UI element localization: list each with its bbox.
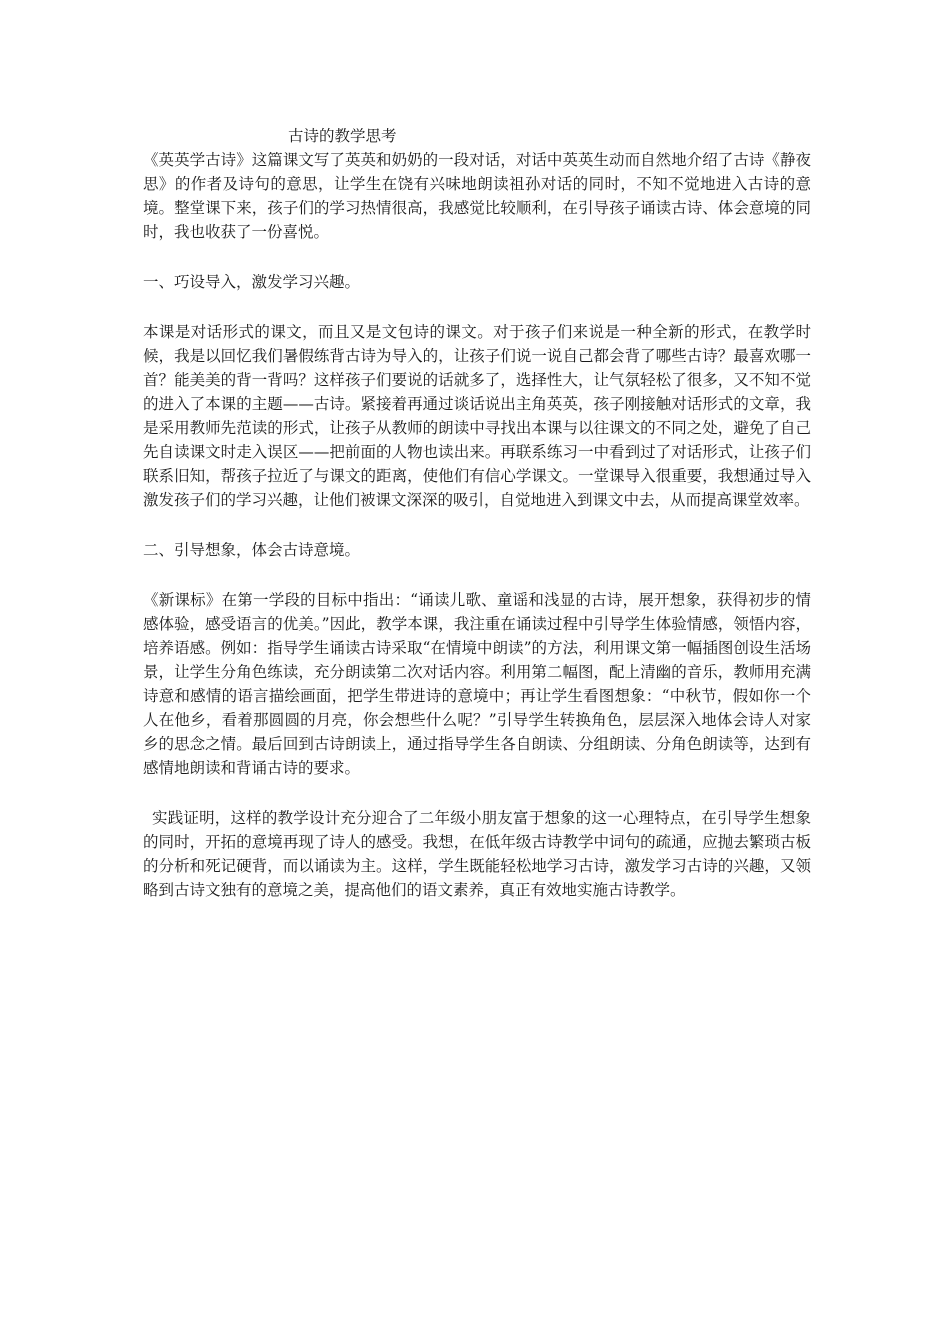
spacer xyxy=(143,294,811,320)
section2-body: 《新课标》在第一学段的目标中指出：“诵读儿歌、童谣和浅显的古诗，展开想象，获得初步的情感体验，感受语言的优美。”因此，教学本课，我注重在诵读过程中引导学生体验情感，领悟内容，培养语感。例如：指导学生诵读古诗采取“在情境中朗读”的方法，利用课文第一幅插图创设生活场景，让学生分角色练读，充分朗读第二次对话内容。利用第二幅图，配上清幽的音乐，教师用充满诗意和感情的语言描绘画面，把学生带进诗的意境中；再让学生看图想象：“中秋节，假如你一个人在他乡，看着那圆圆的月亮，你会想些什么呢？”引导学生转换角色，层层深入地体会诗人对家乡的思念之情。最后回到古诗朗读上，通过指导学生各自朗读、分组朗读、分角色朗读等，达到有感情地朗读和背诵古诗的要求。 xyxy=(143,591,811,777)
section1-heading: 一、巧设导入，激发学习兴趣。 xyxy=(143,273,361,291)
document-title: 古诗的教学思考 xyxy=(288,127,397,145)
spacer xyxy=(143,562,811,588)
spacer xyxy=(143,780,811,806)
section1-body: 本课是对话形式的课文，而且又是文包诗的课文。对于孩子们来说是一种全新的形式，在教学时候，我是以回忆我们暑假练背古诗为导入的，让孩子们说一说自己都会背了哪些古诗？最喜欢哪一首？能美美的背一背吗？这样孩子们要说的话就多了，选择性大，让气氛轻松了很多，又不知不觉的进入了本课的主题——古诗。紧接着再通过谈话说出主角英英，孩子刚接触对话形式的文章，我是采用教师先范读的形式，让孩子从教师的朗读中寻找出本课与以往课文的不同之处，避免了自己先自读课文时走入误区——把前面的人物也读出来。再联系练习一中看到过了对话形式，让孩子们联系旧知，帮孩子拉近了与课文的距离，使他们有信心学课文。一堂课导入很重要，我想通过导入激发孩子们的学习兴趣，让他们被课文深深的吸引，自觉地进入到课文中去，从而提高课堂效率。 xyxy=(143,323,811,509)
spacer xyxy=(143,244,811,270)
document-page xyxy=(143,124,811,902)
section2-heading: 二、引导想象，体会古诗意境。 xyxy=(143,541,361,559)
spacer xyxy=(143,512,811,538)
conclusion-paragraph: 实践证明，这样的教学设计充分迎合了二年级小朋友富于想象的这一心理特点，在引导学生想象的同时，开拓的意境再现了诗人的感受。我想，在低年级古诗教学中词句的疏通，应抛去繁琐古板的分析和死记硬背，而以诵读为主。这样，学生既能轻松地学习古诗，激发学习古诗的兴趣，又领略到古诗文独有的意境之美，提高他们的语文素养，真正有效地实施古诗教学。 xyxy=(143,809,811,899)
intro-paragraph: 《英英学古诗》这篇课文写了英英和奶奶的一段对话，对话中英英生动而自然地介绍了古诗《静夜思》的作者及诗句的意思，让学生在饶有兴味地朗读祖孙对话的同时，不知不觉地进入古诗的意境。整堂课下来，孩子们的学习热情很高，我感觉比较顺利，在引导孩子诵读古诗、体会意境的同时，我也收获了一份喜悦。 xyxy=(143,151,811,241)
